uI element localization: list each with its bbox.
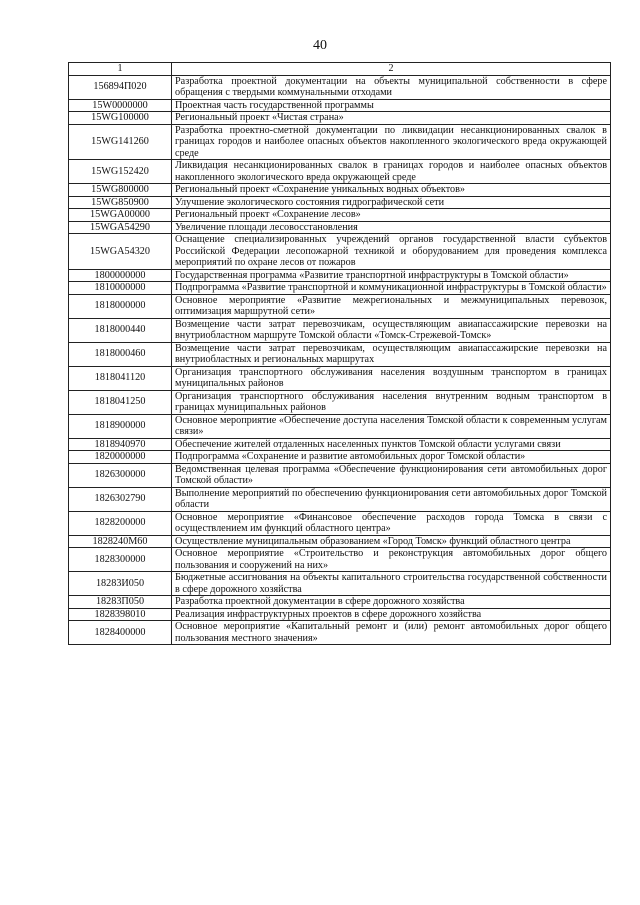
row-name: Увеличение площади лесовосстановления	[172, 221, 611, 234]
row-name: Региональный проект «Сохранение лесов»	[172, 209, 611, 222]
row-name: Основное мероприятие «Строительство и реконструкция автомобильных дорог общего пользования и сооружений на них»	[172, 548, 611, 572]
row-code: 1818940970	[69, 438, 172, 451]
row-code: 15W0000000	[69, 99, 172, 112]
row-code: 18283П050	[69, 596, 172, 609]
table-row	[69, 184, 611, 197]
row-name: Организация транспортного обслуживания населения внутренним водным транспортом в границах муниципальных районов	[172, 390, 611, 414]
table-row	[69, 414, 611, 438]
row-name: Проектная часть государственной программы	[172, 99, 611, 112]
row-code: 1828200000	[69, 511, 172, 535]
table-row	[69, 511, 611, 535]
page-number: 40	[313, 38, 327, 53]
table-row	[69, 608, 611, 621]
table-row	[69, 221, 611, 234]
row-name: Разработка проектно-сметной документации по ликвидации несанкционированных свалок в границах городов и наиболее опасных объектов накопленного экологического вреда окружающей среде	[172, 124, 611, 160]
row-name: Возмещение части затрат перевозчикам, осуществляющим авиапассажирские перевозки на внутриобластном маршруте Томской области «Томск-Стрежевой-Томск»	[172, 318, 611, 342]
row-code: 1828398010	[69, 608, 172, 621]
row-name: Ведомственная целевая программа «Обеспечение функционирования сети автомобильных дорог Томской области»	[172, 463, 611, 487]
table-row	[69, 390, 611, 414]
budget-code-table	[68, 62, 611, 645]
row-code: 15WGA54290	[69, 221, 172, 234]
row-code: 1826302790	[69, 487, 172, 511]
row-name: Разработка проектной документации в сфере дорожного хозяйства	[172, 596, 611, 609]
column-header-code: 1	[69, 63, 172, 76]
row-code: 15WG800000	[69, 184, 172, 197]
row-code: 18283И050	[69, 572, 172, 596]
row-name: Региональный проект «Чистая страна»	[172, 112, 611, 125]
table-header-row	[69, 63, 611, 76]
row-name: Обеспечение жителей отдаленных населенных пунктов Томской области услугами связи	[172, 438, 611, 451]
table-row	[69, 596, 611, 609]
table-row	[69, 451, 611, 464]
table-row	[69, 366, 611, 390]
table-row	[69, 463, 611, 487]
table-row	[69, 621, 611, 645]
table-row	[69, 112, 611, 125]
table-row	[69, 269, 611, 282]
row-code: 1810000000	[69, 282, 172, 295]
row-code: 156894П020	[69, 75, 172, 99]
row-name: Реализация инфраструктурных проектов в сфере дорожного хозяйства	[172, 608, 611, 621]
row-name: Разработка проектной документации на объекты муниципальной собственности в сфере обращения с твердыми коммунальными отходами	[172, 75, 611, 99]
table-row	[69, 282, 611, 295]
table-row	[69, 294, 611, 318]
table-row	[69, 124, 611, 160]
table-row	[69, 160, 611, 184]
row-code: 15WG141260	[69, 124, 172, 160]
table-row	[69, 234, 611, 270]
row-name: Выполнение мероприятий по обеспечению функционирования сети автомобильных дорог Томской области	[172, 487, 611, 511]
row-name: Основное мероприятие «Обеспечение доступа населения Томской области к современным услугам связи»	[172, 414, 611, 438]
row-code: 1826300000	[69, 463, 172, 487]
row-name: Подпрограмма «Сохранение и развитие автомобильных дорог Томской области»	[172, 451, 611, 464]
row-code: 1828240М60	[69, 535, 172, 548]
column-header-name: 2	[172, 63, 611, 76]
row-name: Бюджетные ассигнования на объекты капитального строительства государственной собственности в сфере дорожного хозяйства	[172, 572, 611, 596]
row-code: 1818000000	[69, 294, 172, 318]
row-code: 15WG152420	[69, 160, 172, 184]
row-name: Осуществление муниципальным образованием «Город Томск» функций областного центра	[172, 535, 611, 548]
row-name: Улучшение экологического состояния гидрографической сети	[172, 196, 611, 209]
table-row	[69, 342, 611, 366]
row-code: 1818000460	[69, 342, 172, 366]
table-row	[69, 318, 611, 342]
row-code: 1828400000	[69, 621, 172, 645]
row-code: 1828300000	[69, 548, 172, 572]
row-name: Основное мероприятие «Финансовое обеспечение расходов города Томска в связи с осуществлением им функций областного центра»	[172, 511, 611, 535]
row-code: 15WG850900	[69, 196, 172, 209]
row-name: Ликвидация несанкционированных свалок в границах городов и наиболее опасных объектов накопленного экологического вреда окружающей среде	[172, 160, 611, 184]
table-row	[69, 75, 611, 99]
row-code: 1820000000	[69, 451, 172, 464]
row-name: Основное мероприятие «Капитальный ремонт и (или) ремонт автомобильных дорог общего пользования местного значения»	[172, 621, 611, 645]
table-row	[69, 209, 611, 222]
table-row	[69, 99, 611, 112]
row-code: 1800000000	[69, 269, 172, 282]
row-code: 15WGA54320	[69, 234, 172, 270]
row-name: Подпрограмма «Развитие транспортной и коммуникационной инфраструктуры в Томской области»	[172, 282, 611, 295]
row-name: Возмещение части затрат перевозчикам, осуществляющим авиапассажирские перевозки на внутриобластных и региональных маршрутах	[172, 342, 611, 366]
table-row	[69, 438, 611, 451]
table-row	[69, 196, 611, 209]
row-name: Основное мероприятие «Развитие межрегиональных и межмуниципальных перевозок, оптимизация маршрутной сети»	[172, 294, 611, 318]
row-code: 15WG100000	[69, 112, 172, 125]
row-code: 1818041250	[69, 390, 172, 414]
row-name: Региональный проект «Сохранение уникальных водных объектов»	[172, 184, 611, 197]
table-row	[69, 487, 611, 511]
table-row	[69, 535, 611, 548]
table-row	[69, 548, 611, 572]
row-name: Государственная программа «Развитие транспортной инфраструктуры в Томской области»	[172, 269, 611, 282]
table-row	[69, 572, 611, 596]
row-code: 1818041120	[69, 366, 172, 390]
row-code: 1818900000	[69, 414, 172, 438]
row-code: 15WGA00000	[69, 209, 172, 222]
row-name: Оснащение специализированных учреждений органов государственной власти субъектов Российской Федерации лесопожарной техникой и оборудованием для проведения комплекса мероприятий по охране лесов от пожаров	[172, 234, 611, 270]
row-name: Организация транспортного обслуживания населения воздушным транспортом в границах муниципальных районов	[172, 366, 611, 390]
row-code: 1818000440	[69, 318, 172, 342]
